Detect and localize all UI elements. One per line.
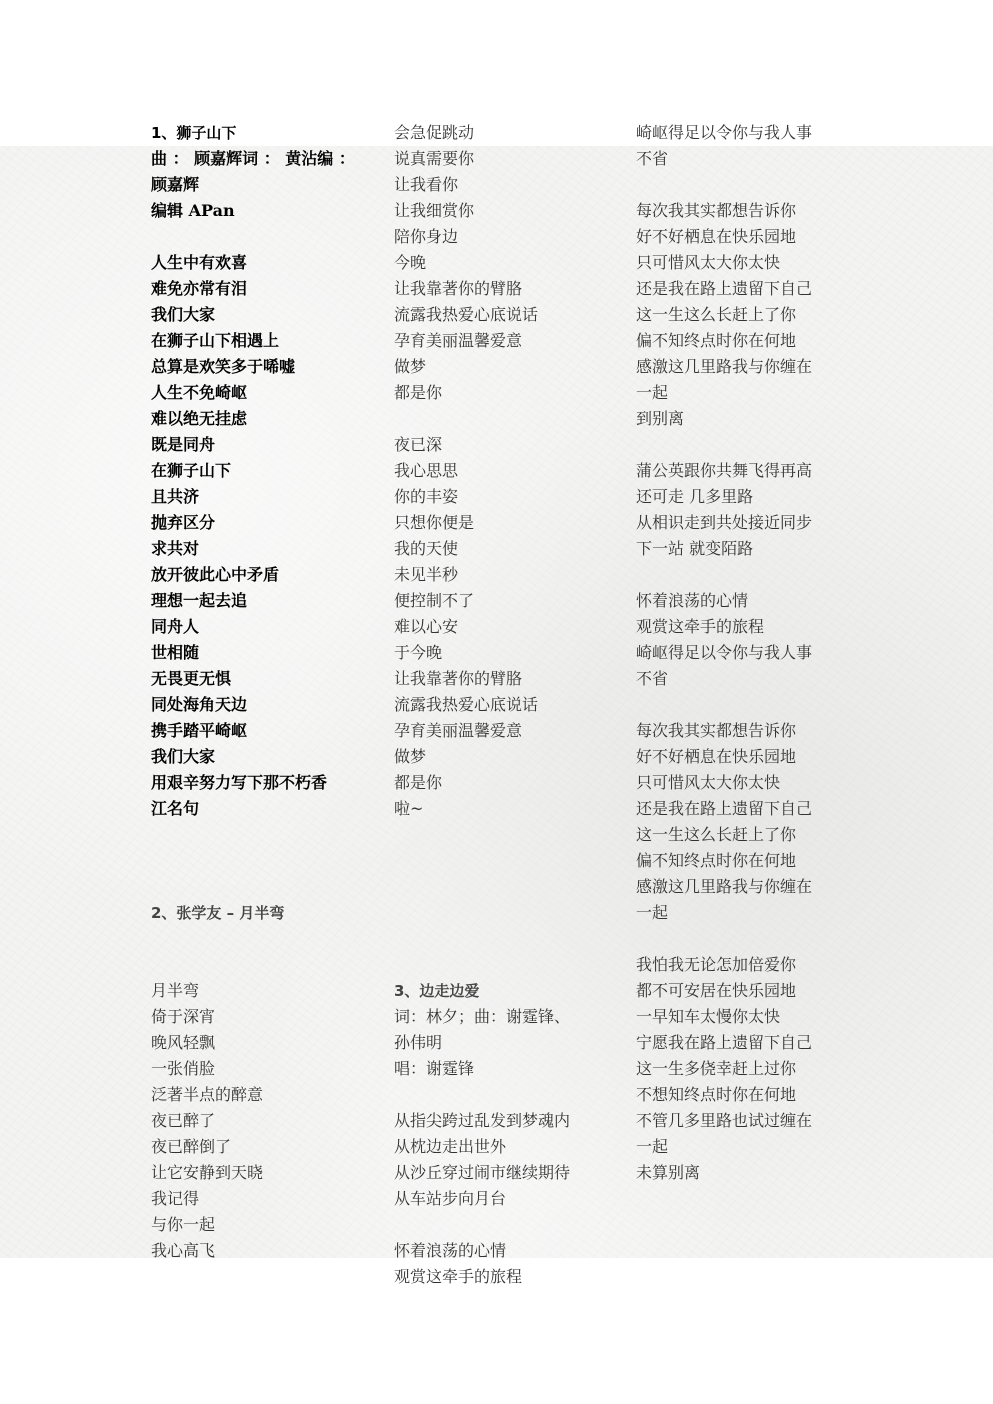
- lyric-line: 且共济: [151, 487, 200, 506]
- lyric-line: 不省: [636, 149, 669, 168]
- lyric-line: 这一生多侥幸赶上过你: [636, 1059, 797, 1078]
- lyric-line: 今晚: [394, 253, 427, 272]
- lyric-line: 不管几多里路也试过缠在: [636, 1111, 813, 1130]
- lyric-line: 说真需要你: [394, 149, 475, 168]
- column-1: [151, 120, 381, 1264]
- lyric-line: 让我靠著你的臂胳: [394, 669, 523, 688]
- lyric-line: 让我靠著你的臂胳: [394, 279, 523, 298]
- lyric-line: 流露我热爱心底说话: [394, 695, 539, 714]
- song2-lyrics-cont-a: [394, 120, 624, 406]
- lyric-line: 让我细赏你: [394, 201, 475, 220]
- lyric-line: 人生中有欢喜: [151, 253, 248, 272]
- lyric-line: 到别离: [636, 409, 685, 428]
- lyric-line: 同舟人: [151, 617, 200, 636]
- lyric-line: 蒲公英跟你共舞飞得再高: [636, 461, 813, 480]
- lyric-line: 都不可安居在快乐园地: [636, 981, 797, 1000]
- lyric-line: 好不好栖息在快乐园地: [636, 227, 797, 246]
- lyric-line: 感激这几里路我与你缠在: [636, 877, 813, 896]
- lyric-line: 好不好栖息在快乐园地: [636, 747, 797, 766]
- lyric-line: 每次我其实都想告诉你: [636, 201, 797, 220]
- song3-lyrics: [394, 1108, 624, 1212]
- song1-credits-cont: 顾嘉辉: [151, 175, 200, 194]
- lyric-line: 我怕我无论怎加倍爱你: [636, 955, 797, 974]
- lyric-line: 用艰辛努力写下那不朽香: [151, 773, 328, 792]
- song2-title: 2、张学友 – 月半弯: [151, 904, 285, 922]
- lyric-line: 难免亦常有泪: [151, 279, 248, 298]
- lyric-line: 一张俏脸: [151, 1059, 216, 1078]
- lyric-line: 感激这几里路我与你缠在: [636, 357, 813, 376]
- lyric-line: 理想一起去追: [151, 591, 248, 610]
- lyric-line: 无畏更无惧: [151, 669, 232, 688]
- song3-title: 3、边走边爱: [394, 982, 480, 1000]
- lyric-line: 不想知终点时你在何地: [636, 1085, 797, 1104]
- song3-lyrics-c3-c: [636, 458, 836, 562]
- song3-lyrics-c3-d: [636, 588, 836, 692]
- lyric-line: 只想你便是: [394, 513, 475, 532]
- lyric-line: 怀着浪荡的心情: [394, 1241, 507, 1260]
- lyric-line: 偏不知终点时你在何地: [636, 331, 797, 350]
- lyric-line: 只可惜风太大你太快: [636, 773, 781, 792]
- song1-lyrics: [151, 250, 381, 822]
- lyric-line: 观赏这牵手的旅程: [394, 1267, 523, 1286]
- lyric-line: 同处海角天边: [151, 695, 248, 714]
- lyric-line: 在狮子山下相遇上: [151, 331, 280, 350]
- lyric-line: 一起: [636, 1137, 669, 1156]
- lyric-line: 下一站 就变陌路: [636, 539, 754, 558]
- song1-title: 1、狮子山下: [151, 124, 237, 142]
- lyric-line: 宁愿我在路上遗留下自己: [636, 1033, 813, 1052]
- lyric-line: 未算别离: [636, 1163, 701, 1182]
- column-2: [394, 120, 624, 1290]
- lyric-line: 人生不免崎岖: [151, 383, 248, 402]
- lyric-line: 从指尖跨过乱发到梦魂内: [394, 1111, 571, 1130]
- lyric-line: 流露我热爱心底说话: [394, 305, 539, 324]
- lyric-line: 泛著半点的醉意: [151, 1085, 264, 1104]
- lyric-line: 崎岖得足以令你与我人事: [636, 643, 813, 662]
- lyric-line: 夜已醉倒了: [151, 1137, 232, 1156]
- lyric-line: 崎岖得足以令你与我人事: [636, 123, 813, 142]
- lyric-line: 我心高飞: [151, 1241, 216, 1260]
- lyric-line: 让我看你: [394, 175, 459, 194]
- lyric-line: 陪你身边: [394, 227, 459, 246]
- lyric-line: 偏不知终点时你在何地: [636, 851, 797, 870]
- lyric-line: 做梦: [394, 747, 427, 766]
- lyric-line: 月半弯: [151, 981, 200, 1000]
- lyric-line: 在狮子山下: [151, 461, 232, 480]
- song3-lyrics-c3-b: [636, 198, 836, 432]
- lyric-line: 孕育美丽温馨爱意: [394, 721, 523, 740]
- lyric-line: 晚风轻飘: [151, 1033, 216, 1052]
- lyric-line: 做梦: [394, 357, 427, 376]
- lyric-line: 我的天使: [394, 539, 459, 558]
- lyric-line: 未见半秒: [394, 565, 459, 584]
- lyric-line: 怀着浪荡的心情: [636, 591, 749, 610]
- lyric-line: 我记得: [151, 1189, 200, 1208]
- column-3: [636, 120, 836, 1186]
- lyric-line: 从相识走到共处接近同步: [636, 513, 813, 532]
- song2-lyrics-cont-b: [394, 432, 624, 822]
- lyric-line: 还是我在路上遗留下自己: [636, 799, 813, 818]
- song3-lyrics-c3-f: [636, 952, 836, 1186]
- lyric-line: 一早知车太慢你太快: [636, 1007, 781, 1026]
- lyric-line: 我们大家: [151, 305, 216, 324]
- lyric-line: 一起: [636, 903, 669, 922]
- song1-editor: 编辑 APan: [151, 201, 235, 220]
- lyric-line: 倚于深宵: [151, 1007, 216, 1026]
- lyric-line: 你的丰姿: [394, 487, 459, 506]
- lyric-line: 携手踏平崎岖: [151, 721, 248, 740]
- lyric-line: 难以心安: [394, 617, 459, 636]
- lyric-line: 从车站步向月台: [394, 1189, 507, 1208]
- lyric-line: 都是你: [394, 773, 443, 792]
- lyric-line: 既是同舟: [151, 435, 216, 454]
- song2-lyrics: [151, 978, 381, 1264]
- song3-singer: 唱：谢霆锋: [394, 1059, 475, 1078]
- lyric-line: 我们大家: [151, 747, 216, 766]
- lyric-line: 这一生这么长赶上了你: [636, 305, 797, 324]
- lyric-line: 于今晚: [394, 643, 443, 662]
- song3-credits: 词：林夕；曲：谢霆锋、: [394, 1007, 571, 1026]
- lyric-line: 放开彼此心中矛盾: [151, 565, 280, 584]
- lyric-line: 孕育美丽温馨爱意: [394, 331, 523, 350]
- lyric-line: 不省: [636, 669, 669, 688]
- song3-lyrics-c3-e: [636, 718, 836, 926]
- lyric-line: 会急促跳动: [394, 123, 475, 142]
- song3-credits-cont: 孙伟明: [394, 1033, 443, 1052]
- lyric-line: 抛弃区分: [151, 513, 216, 532]
- lyric-line: 这一生这么长赶上了你: [636, 825, 797, 844]
- lyric-line: 难以绝无挂虑: [151, 409, 248, 428]
- lyric-line: 总算是欢笑多于唏嘘: [151, 357, 296, 376]
- lyric-line: 观赏这牵手的旅程: [636, 617, 765, 636]
- lyric-line: 我心思思: [394, 461, 459, 480]
- lyric-line: 还可走 几多里路: [636, 487, 754, 506]
- lyric-line: 从沙丘穿过闹市继续期待: [394, 1163, 571, 1182]
- lyric-line: 都是你: [394, 383, 443, 402]
- song3-lyrics-c3-a: [636, 120, 836, 172]
- lyric-line: 夜已深: [394, 435, 443, 454]
- lyric-line: 只可惜风太大你太快: [636, 253, 781, 272]
- lyric-line: 便控制不了: [394, 591, 475, 610]
- lyric-line: 还是我在路上遗留下自己: [636, 279, 813, 298]
- lyric-line: 夜已醉了: [151, 1111, 216, 1130]
- lyric-line: 从枕边走出世外: [394, 1137, 507, 1156]
- song1-credits: 曲 ： 顾嘉辉词 ： 黄沾编 ：: [151, 149, 355, 168]
- song3-lyrics-b: [394, 1238, 624, 1290]
- lyric-line: 让它安静到天晓: [151, 1163, 264, 1182]
- lyric-line: 啦~: [394, 799, 424, 818]
- lyric-line: 一起: [636, 383, 669, 402]
- lyric-line: 求共对: [151, 539, 200, 558]
- lyric-line: 江名句: [151, 799, 200, 818]
- lyric-line: 每次我其实都想告诉你: [636, 721, 797, 740]
- lyric-line: 与你一起: [151, 1215, 216, 1234]
- lyric-line: 世相随: [151, 643, 200, 662]
